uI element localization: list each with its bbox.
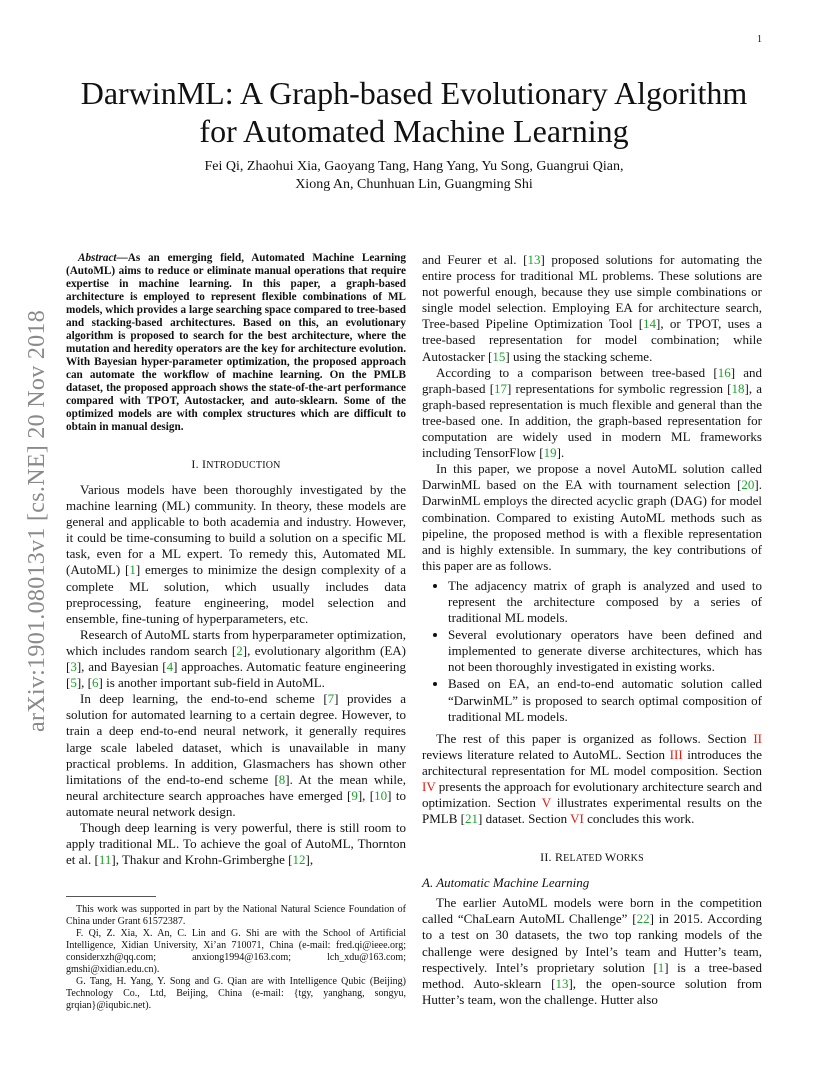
footnote-affiliation-xidian: F. Qi, Z. Xia, X. An, C. Lin and G. Shi are with the School of Artificial Intelligence, Xidian University, Xi’an 710071, China (e-mail: fred.qi@ieee.org; considerxzh@qq.com; anxiong1994@163.com; lch_xdu@163.com; gmshi@xidian.edu.cn). — [66, 928, 406, 975]
authors-line-2: Xiong An, Chunhuan Lin, Guangming Shi — [295, 177, 533, 192]
intro-paragraph-3: In deep learning, the end-to-end scheme [7] provides a solution for automated learning to a certain degree. However, to train a deep end-to-end neural network, it generally requires large scale labeled dataset, which is unavailable in many practical problems. In addition, Glasmachers has shown other limitations of the end-to-end scheme [8]. At the mean while, neural architecture search approaches have emerged [9], [10] to automate neural network design. — [66, 691, 407, 819]
subsection-heading-automl: A. Automatic Machine Learning — [422, 875, 590, 891]
intro-paragraph-4: Though deep learning is very powerful, there is still room to apply traditional ML. To achieve the goal of AutoML, Thornton et al. [11], Thakur and Krohn-Grimberghe [12], — [66, 819, 406, 868]
abstract — [66, 252, 406, 434]
list-item: • Based on EA, an end-to-end automatic solution called “DarwinML” is proposed to search optimal composition of traditional ML models. — [448, 676, 762, 724]
footnotes — [66, 904, 406, 1012]
intro-paragraph-8: The rest of this paper is organized as follows. Section II reviews literature related to AutoML. Section III introduces the architectural representation for ML model composition. Section IV presents the approach for evolutionary architecture search and optimization. Section V illustrates experimental results on the PMLB [21] dataset. Section VI concludes this work. — [422, 730, 762, 827]
arxiv-sidebar — [22, 282, 54, 732]
related-paragraph-1: The earlier AutoML models were born in the competition called “ChaLearn AutoML Challenge” [22] in 2015. According to a test on 30 datasets, the two top ranking models of the challenge were designed by Intel’s team and Hutter’s team, respectively. Intel’s proprietary solution [1] is a tree-based method. Auto-sklearn [13], the open-source solution from Hutter’s team, won the challenge. Hutter also — [422, 895, 763, 1007]
section-heading-introduction: I. INTRODUCTION — [191, 457, 281, 471]
section-heading-related-works: II. RELATED WORKS — [540, 850, 644, 865]
footnote-funding: This work was supported in part by the National Natural Science Foundation of China under Grant 61572387. — [66, 904, 406, 927]
authors-line-1: Fei Qi, Zhaohui Xia, Gaoyang Tang, Hang Yang, Yu Song, Guangrui Qian, — [204, 159, 624, 174]
intro-paragraph-2: Research of AutoML starts from hyperparameter optimization, which includes random search [2], evolutionary algorithm (EA) [3], and Bayesian [4] approaches. Automatic feature engineering [5], [6] is another important sub-field in AutoML. — [66, 626, 406, 691]
footnote-rule — [66, 896, 156, 897]
author-list — [130, 158, 698, 194]
abstract-text: —As an emerging field, Automated Machine Learning (AutoML) aims to reduce or eliminate manual operations that require expertise in machine learning. In this paper, a graph-based architecture is employed to represent flexible combinations of ML models, which provides a large searching space compared to tree-based and stacking-based architectures. Based on this, an evolutionary algorithm is proposed to search for the best architecture, where the mutation and heredity operators are the key for architecture evolution. With Bayesian hyper-parameter optimization, the proposed approach can automate the workflow of machine learning. On the PMLB dataset, the proposed approach shows the state-of-the-art performance compared with TPOT, Autostacker, and auto-sklearn. Some of the optimized models are with complex structures which are difficult to obtain in manual design. — [66, 252, 406, 433]
left-column — [66, 252, 406, 868]
arxiv-identifier: arXiv:1901.08013v1 [cs.NE] 20 Nov 2018 — [24, 309, 50, 732]
intro-paragraph-7: In this paper, we propose a novel AutoML solution called DarwinML based on the EA with tournament selection [20]. DarwinML employs the directed acyclic graph (DAG) for model combination. Compared to existing AutoML methods such as pipeline, the proposed method is with a flexible representation and is highly extensible. In summary, the key contributions of this paper are as follows. — [422, 461, 762, 573]
list-item: • The adjacency matrix of graph is analyzed and used to represent the architecture composed by a series of traditional ML models. — [448, 578, 762, 626]
list-item: • Several evolutionary operators have been defined and implemented to generate diverse architectures, which has not been thoroughly investigated in existing works. — [448, 627, 762, 675]
title-line-1: DarwinML: A Graph-based Evolutionary Algorithm — [80, 75, 748, 111]
contributions-list — [422, 578, 762, 725]
intro-paragraph-1: Various models have been thoroughly investigated by the machine learning (ML) community. In theory, these models are general and applicable to both academia and industry. However, it could be time-consuming to build a solution on a specific ML task, even for a ML expert. To remedy this, Automated ML (AutoML) [1] emerges to minimize the design complexity of a complete ML solution, which usually includes data preprocessing, feature engineering, model selection and ensemble, fine-tuning of hyperparameters, etc. — [66, 482, 406, 626]
footnote-affiliation-iqubic: G. Tang, H. Yang, Y. Song and G. Qian are with Intelligence Qubic (Beijing) Technology Co., Ltd, Beijing, China (e-mail: {tgy, yanghang, songyu, grqian}@iqubic.net). — [66, 976, 406, 1011]
intro-paragraph-6: According to a comparison between tree-based [16] and graph-based [17] representations for symbolic regression [18], a graph-based representation is much flexible and general than the tree-based one. In addition, the graph-based representation for computation are widely used in modern ML frameworks including TensorFlow [19]. — [422, 364, 763, 461]
intro-paragraph-5: and Feurer et al. [13] proposed solutions for automating the entire process for traditional ML problems. These solutions are not powerful enough, because they use simple combinations or single model selection. Employing EA for architecture search, Tree-based Pipeline Optimization Tool [14], or TPOT, uses a tree-based representation for model combination; while Autostacker [15] using the stacking scheme. — [422, 252, 762, 364]
paper-title — [40, 74, 788, 150]
title-line-2: for Automated Machine Learning — [199, 113, 629, 149]
page-number: 1 — [757, 34, 762, 45]
right-column — [422, 252, 762, 1008]
abstract-label: Abstract — [78, 252, 117, 264]
